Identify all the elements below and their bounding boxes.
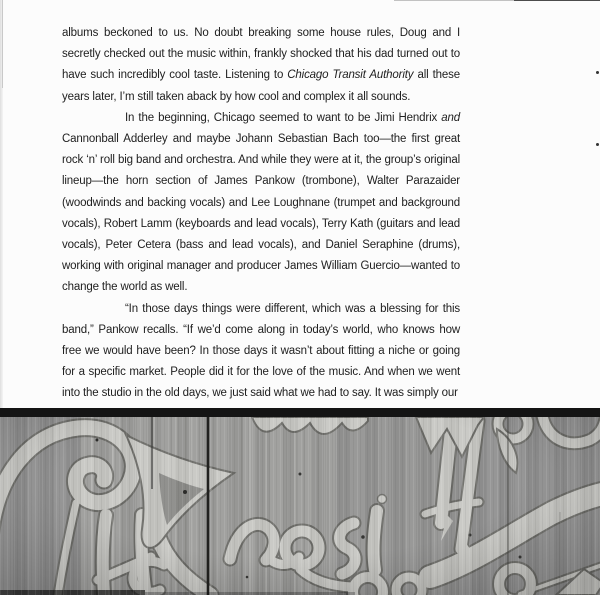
scan-speck: [596, 143, 599, 146]
page-left-edge-line: [2, 0, 3, 88]
text-segment: In the beginning, Chicago seemed to want to be Jimi Hendrix: [125, 111, 442, 124]
wood-logo-graphic: [0, 417, 600, 595]
wood-carving-image: [0, 417, 600, 595]
liner-notes-text: [62, 23, 460, 405]
paragraph: [62, 108, 460, 299]
text-segment: albums beckoned to us. No doubt breaking some house rules, Doug and I secretly checked out the music within, frankly shocked that his dad turned out to have such incredibly cool taste. Listening to: [62, 27, 460, 82]
text-segment: “In those days things were different, which was a blessing for this band,” Pankow recalls. “If we’d come along in today’s world, who knows how free we would have been? In those days it wasn’t about fitting a niche or going for a specific market. People did it for the love of the music. And when we went into the studio in the old days, we just said what we had to say. It was simply our: [62, 302, 460, 400]
text-segment: Cannonball Adderley and maybe Johann Sebastian Bach too—the first great rock ‘n’ roll big band and orchestra. And while they were at it, the group’s original lineup—the horn section of James Pankow (trombone), Walter Parazaider (woodwinds and backing vocals) and Lee Loughnane (trumpet and background vocals), Robert Lamm (keyboards and lead vocals), Terry Kath (guitars and lead vocals), Peter Cetera (bass and lead vocals), and Daniel Seraphine (drums), working with original manager and producer James William Guercio—wanted to change the world as well.: [62, 133, 460, 294]
scan-speck: [596, 71, 599, 74]
scan-top-edge-line: [514, 0, 600, 1]
scan-top-edge-line-faint: [394, 0, 514, 1]
photo-top-black-bar: [0, 408, 600, 417]
album-title-italic: Chicago Transit Authority: [287, 69, 414, 82]
paragraph: [62, 23, 460, 108]
chicago-transit-logo-photo: [0, 408, 600, 595]
bottom-shadow: [0, 590, 145, 595]
text-segment: all these years later, I’m still taken aback by how cool and complex it all sounds.: [62, 69, 460, 103]
italic-word: and: [441, 111, 460, 124]
paragraph: [62, 299, 460, 405]
